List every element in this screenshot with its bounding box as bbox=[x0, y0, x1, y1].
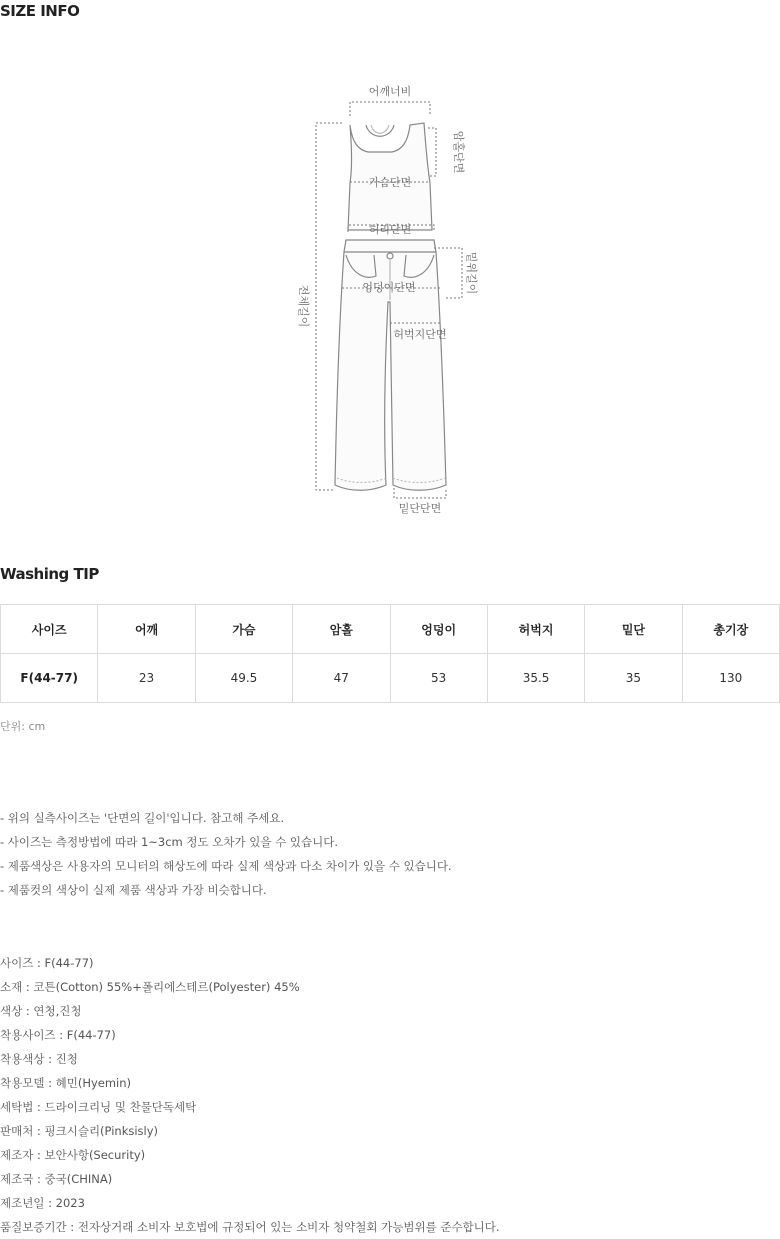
header-armhole: 암홀 bbox=[293, 605, 390, 654]
cell-hem: 35 bbox=[585, 654, 682, 703]
label-waist: 허리단면 bbox=[368, 223, 412, 236]
size-table bbox=[0, 604, 780, 703]
label-total: 전체길이 bbox=[297, 284, 310, 328]
label-hip: 엉덩이단면 bbox=[362, 281, 416, 294]
note-item: - 위의 실측사이즈는 '단면의 길이'입니다. 참고해 주세요. bbox=[0, 811, 285, 825]
header-hip: 엉덩이 bbox=[390, 605, 487, 654]
header-shoulder: 어깨 bbox=[98, 605, 195, 654]
cell-hip: 53 bbox=[390, 654, 487, 703]
size-diagram bbox=[280, 80, 500, 520]
label-hem: 밑단단면 bbox=[398, 502, 442, 515]
info-manufacturer: 제조자 : 보안사항(Security) bbox=[0, 1148, 146, 1162]
info-material: 소재 : 코튼(Cotton) 55%+폴리에스테르(Polyester) 45% bbox=[0, 980, 300, 994]
cell-shoulder: 23 bbox=[98, 654, 195, 703]
label-shoulder: 어깨너비 bbox=[368, 85, 412, 98]
info-worn-size: 착용사이즈 : F(44-77) bbox=[0, 1028, 116, 1042]
header-total-length: 총기장 bbox=[682, 605, 779, 654]
cell-total-length: 130 bbox=[682, 654, 779, 703]
info-model: 착용모델 : 혜민(Hyemin) bbox=[0, 1076, 132, 1090]
notes-list bbox=[0, 806, 452, 902]
label-chest: 가슴단면 bbox=[368, 176, 412, 189]
label-armhole: 암홀단면 bbox=[452, 130, 465, 174]
cell-chest: 49.5 bbox=[195, 654, 292, 703]
info-worn-color: 착용색상 : 진청 bbox=[0, 1052, 78, 1066]
header-size: 사이즈 bbox=[1, 605, 98, 654]
info-seller: 판매처 : 핑크시슬리(Pinksisly) bbox=[0, 1124, 159, 1138]
note-item: - 제품색상은 사용자의 모니터의 해상도에 따라 실제 색상과 다소 차이가 있을 수 있습니다. bbox=[0, 859, 452, 873]
cell-armhole: 47 bbox=[293, 654, 390, 703]
cell-thigh: 35.5 bbox=[487, 654, 584, 703]
table-header-row bbox=[1, 605, 780, 654]
label-thigh: 허벅지단면 bbox=[393, 328, 447, 341]
info-country: 제조국 : 중국(CHINA) bbox=[0, 1172, 113, 1186]
unit-note: 단위: cm bbox=[0, 720, 46, 733]
header-chest: 가슴 bbox=[195, 605, 292, 654]
info-washing: 세탁법 : 드라이크리닝 및 찬물단독세탁 bbox=[0, 1100, 197, 1114]
header-thigh: 허벅지 bbox=[487, 605, 584, 654]
cell-size: F(44-77) bbox=[1, 654, 98, 703]
info-manufacture-year: 제조년일 : 2023 bbox=[0, 1196, 85, 1210]
jeans-drawing bbox=[335, 240, 446, 490]
info-warranty: 품질보증기간 : 전자상거래 소비자 보호법에 규정되어 있는 소비자 청약철회 가능범위를 준수합니다. bbox=[0, 1220, 500, 1234]
info-size: 사이즈 : F(44-77) bbox=[0, 956, 94, 970]
info-color: 색상 : 연청,진청 bbox=[0, 1004, 82, 1018]
size-info-title: SIZE INFO bbox=[0, 2, 80, 20]
table-row bbox=[1, 654, 780, 703]
header-hem: 밑단 bbox=[585, 605, 682, 654]
washing-tip-title: Washing TIP bbox=[0, 565, 99, 583]
product-info-list bbox=[0, 951, 500, 1239]
note-item: - 사이즈는 측정방법에 따라 1~3cm 정도 오차가 있을 수 있습니다. bbox=[0, 835, 339, 849]
label-rise: 밑위길이 bbox=[465, 251, 478, 295]
note-item: - 제품컷의 색상이 실제 제품 색상과 가장 비슷합니다. bbox=[0, 883, 267, 897]
